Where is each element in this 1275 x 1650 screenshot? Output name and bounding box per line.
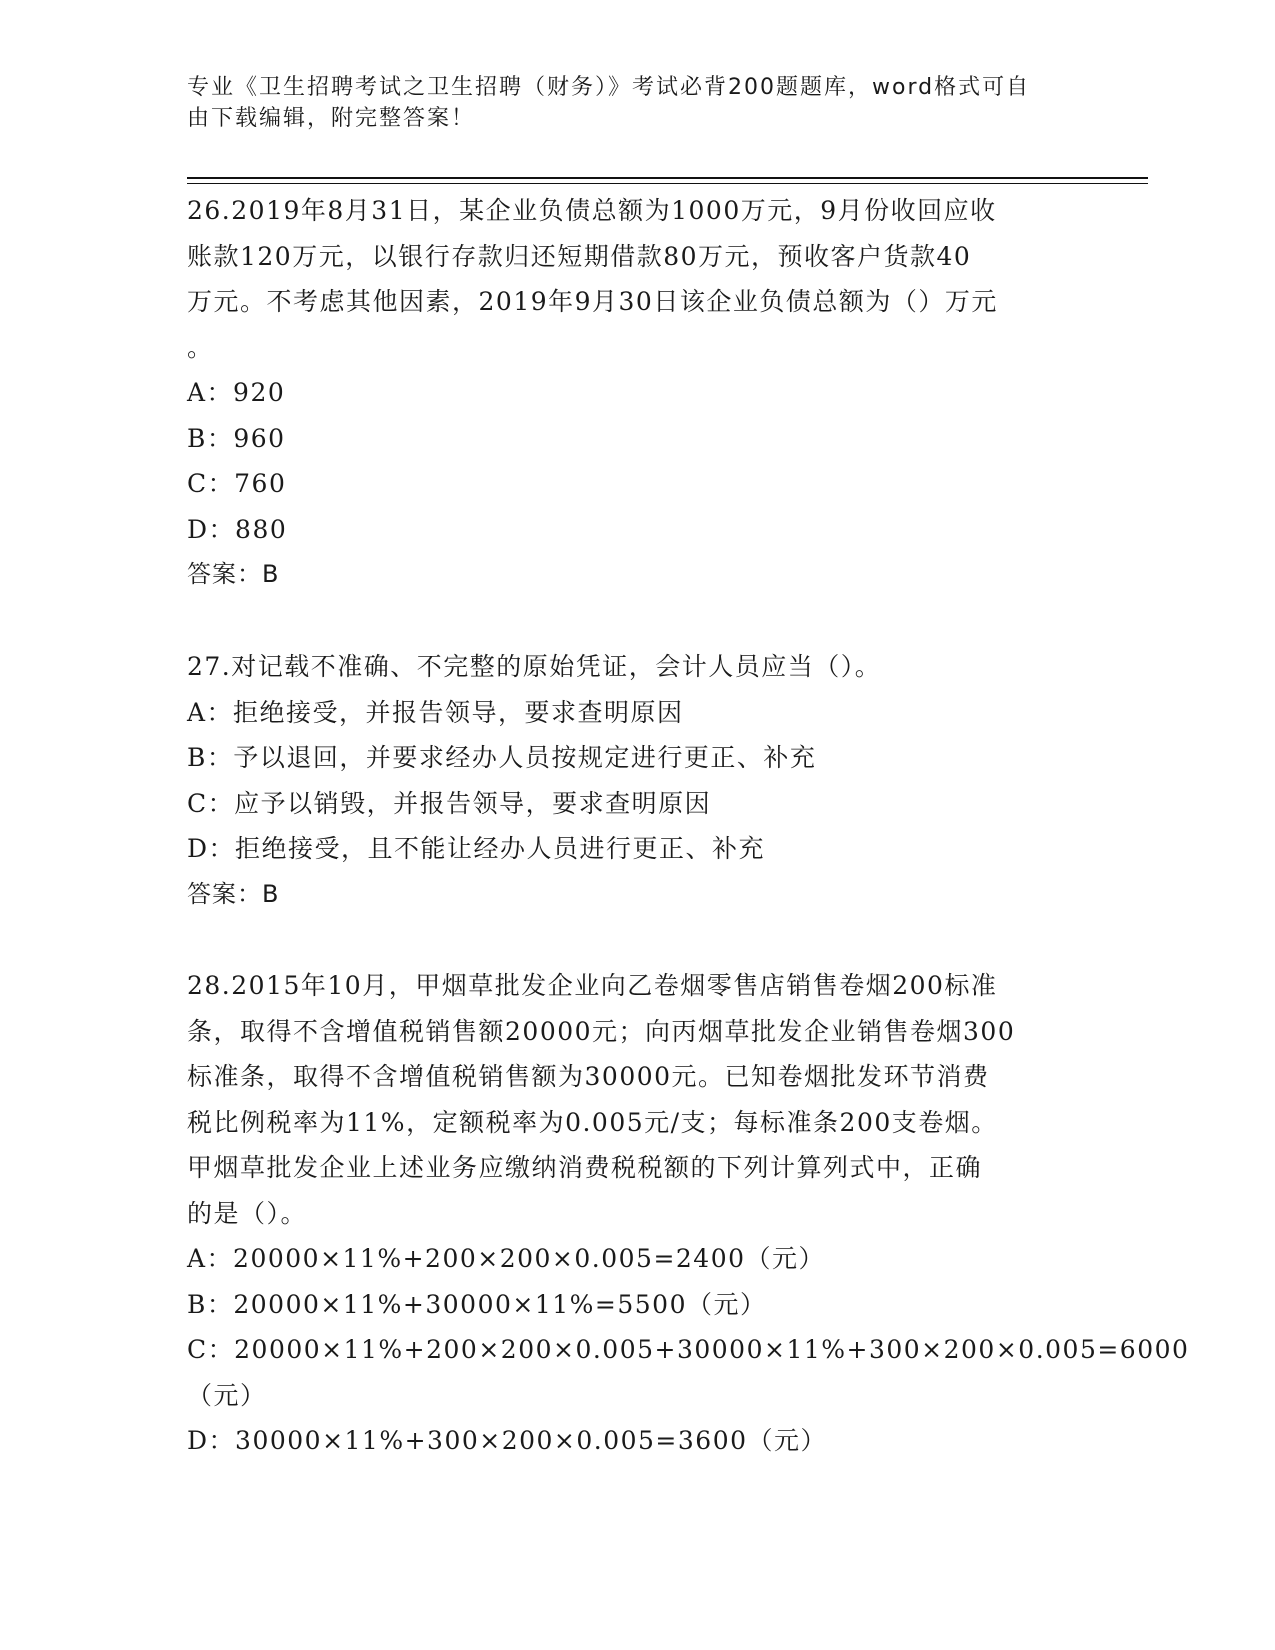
option-d: D：30000×11%+300×200×0.005=3600（元）: [187, 1426, 828, 1455]
question-stem-line: 28.2015年10月，甲烟草批发企业向乙卷烟零售店销售卷烟200标准: [187, 971, 998, 1000]
question-27: [187, 644, 1087, 917]
option-a: A：拒绝接受，并报告领导，要求查明原因: [187, 697, 684, 727]
option-c: C：应予以销毁，并报告领导，要求查明原因: [187, 788, 712, 818]
question-28: [187, 963, 1190, 1464]
option-a: A：20000×11%+200×200×0.005=2400（元）: [187, 1244, 826, 1273]
option-d: D：拒绝接受，且不能让经办人员进行更正、补充: [187, 834, 766, 863]
question-26: [187, 188, 1087, 598]
option-b: B：20000×11%+30000×11%=5500（元）: [187, 1289, 767, 1319]
option-a: A：920: [187, 378, 286, 407]
document-header: [187, 72, 1067, 134]
header-line: 由下载编辑，附完整答案！: [187, 106, 476, 131]
question-stem-line: 标准条，取得不含增值税销售额为30000元。已知卷烟批发环节消费: [187, 1062, 990, 1091]
question-stem-line: 账款120万元，以银行存款归还短期借款80万元，预收客户货款40: [187, 241, 972, 271]
question-stem-line: 26.2019年8月31日，某企业负债总额为1000万元，9月份收回应收: [187, 196, 997, 225]
question-stem-line: 甲烟草批发企业上述业务应缴纳消费税税额的下列计算列式中，正确: [187, 1153, 983, 1182]
option-c: C：760: [187, 469, 287, 498]
answer-line: 答案：B: [187, 879, 280, 908]
header-divider-thick: [187, 177, 1148, 179]
question-stem-line: 条，取得不含增值税销售额20000元；向丙烟草批发企业销售卷烟300: [187, 1016, 1016, 1046]
option-c: C：20000×11%+200×200×0.005+30000×11%+300×200×0.005=6000: [187, 1335, 1190, 1364]
question-stem-line: 的是（）。: [187, 1198, 308, 1228]
question-stem-line: 万元。不考虑其他因素，2019年9月30日该企业负债总额为（）万元: [187, 287, 998, 316]
header-divider-thin: [187, 183, 1148, 184]
option-c-continued: （元）: [187, 1380, 267, 1410]
question-stem-line: 27.对记载不准确、不完整的原始凭证，会计人员应当（）。: [187, 652, 882, 681]
header-line: 专业《卫生招聘考试之卫生招聘（财务）》考试必背200题题库，word格式可自: [187, 75, 1031, 100]
option-d: D：880: [187, 514, 288, 544]
question-stem-line: 税比例税率为11%，定额税率为0.005元/支；每标准条200支卷烟。: [187, 1107, 998, 1137]
option-b: B：予以退回，并要求经办人员按规定进行更正、补充: [187, 743, 817, 772]
answer-line: 答案：B: [187, 560, 280, 588]
option-b: B：960: [187, 423, 286, 453]
question-stem-line: 。: [187, 332, 214, 362]
